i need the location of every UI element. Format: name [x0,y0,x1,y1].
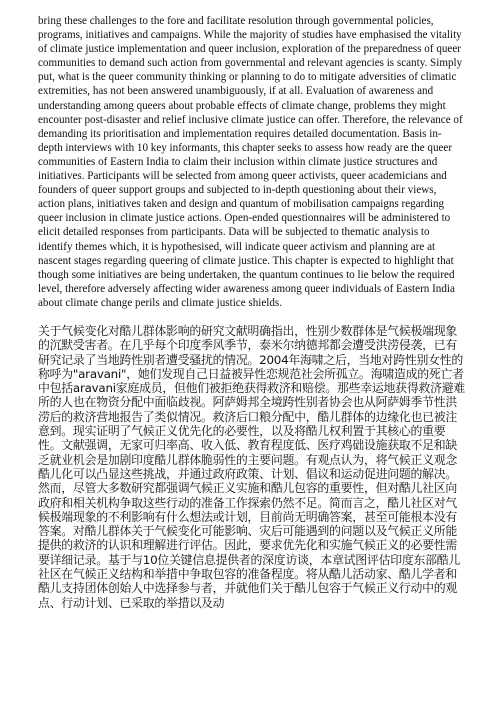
english-paragraph: bring these challenges to the fore and facilitate resolution through governmental policies, programs, initiatives and campaigns. While the majority of studies have emphasised the vitality of climate justice implementation and queer inclusion, exploration of the preparedness of queer communities to demand such action from governmental and relevant agencies is scanty. Simply put, what is the queer community thinking or planning to do to mitigate adversities of climatic extremities, has not been answered unambiguously, if at all. Evaluation of awareness and understanding among queers about probable effects of climate change, problems they might encounter post-disaster and relief inclusive climate justice can offer. Therefore, the relevance of demanding its prioritisation and implementation requires detailed documentation. Basis in-depth interviews with 10 key informants, this chapter seeks to assess how ready are the queer communities of Eastern India to claim their inclusion within climate justice structures and initiatives. Participants will be selected from among queer activists, queer academicians and founders of queer support groups and subjected to in-depth questioning about their views, action plans, initiatives taken and design and quantum of mobilisation campaigns regarding queer inclusion in climate justice actions. Open-ended questionnaires will be administered to elicit detailed responses from participants. Data will be subjected to thematic analysis to identify themes which, it is hypothesised, will indicate queer activism and planning are at nascent stages regarding queering of climate justice. This chapter is expected to highlight that though some initiatives are being undertaken, the quantum continues to lie below the required level, therefore adversely affecting wider awareness among queer individuals of Eastern India about climate change perils and climate justice shields. [38,15,463,309]
chinese-paragraph: 关于气候变化对酷儿群体影响的研究文献明确指出，性别少数群体是气候极端现象的沉默受害者。在几乎每个印度季风季节，泰米尔纳德邦都会遭受洪涝侵袭，已有研究记录了当地跨性别者遭受骚扰的情况。2004年海啸之后，当地对跨性别女性的称呼为"aravani"，她们发现自己日益被异性恋规范社会所孤立。海啸造成的死亡者中包括aravani家庭成员，但他们被拒绝获得救济和赔偿。那些幸运地获得救济避难所的人也在物资分配中面临歧视。阿萨姆邦全境跨性别者协会也从阿萨姆季节性洪涝后的救济营地报告了类似情况。救济后口粮分配中，酷儿群体的边缘化也已被注意到。现实证明了气候正义优先化的必要性，以及将酷儿权利置于其核心的重要性。文献强调，无家可归率高、收入低、教育程度低、医疗鸡础设施获取不足和缺乏就业机会是加剧印度酷儿群体脆弱性的主要问题。有观点认为，将气候正义观念酷儿化可以凸显这些挑战，并通过政府政策、计划、倡议和运动促进问题的解决。然而，尽管大多数研究都强调气候正义实施和酷儿包容的重要性，但对酷儿社区向政府和相关机构争取这些行动的准备工作探索仍然不足。简而言之，酷儿社区对气候极端现象的不利影响有什么想法或计划，目前尚无明确答案，甚至可能根本没有答案。对酷儿群体关于气候变化可能影响、灾后可能遇到的问题以及气候正义所能提供的救济的认识和理解进行评估。因此，要求优先化和实施气候正义的必要性需要详细记录。基于与10位关键信息提供者的深度访谈，本章试图评估印度东部酷儿社区在气候正义结构和举措中争取包容的准备程度。将从酷儿活动家、酷儿学者和酷儿支持团体创始人中选择参与者，并就他们关于酷儿包容于气候正义行动中的观点、行动计划、已采取的举措以及动 [38,323,466,610]
document-page [38,14,466,610]
